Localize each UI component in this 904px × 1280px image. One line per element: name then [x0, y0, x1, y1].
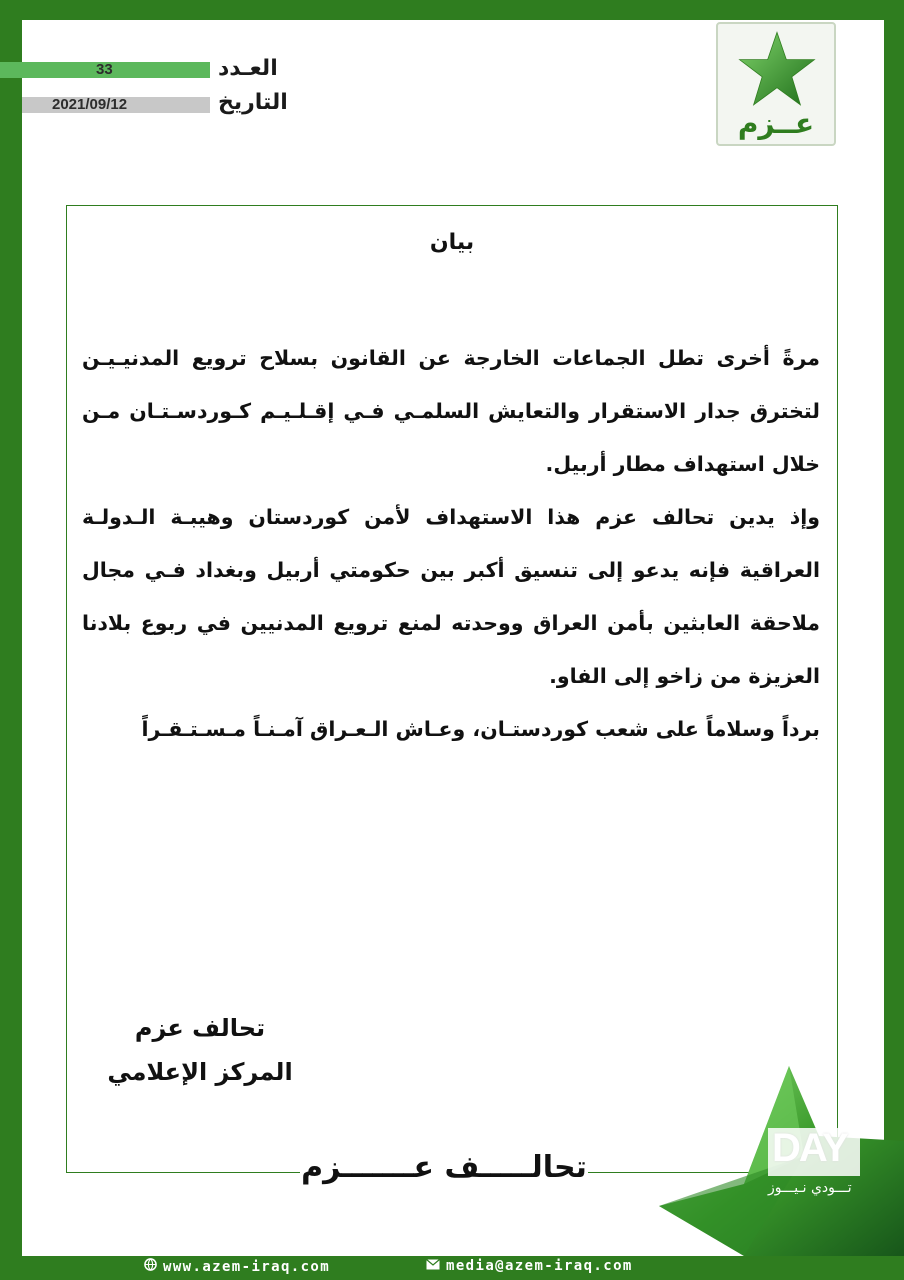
- signature-dept: المركز الإعلامي: [107, 1058, 293, 1086]
- date-value: 2021/09/12: [52, 96, 128, 113]
- mail-icon: [426, 1258, 440, 1274]
- website-link[interactable]: [144, 1258, 330, 1275]
- email-text: media@azem-iraq.com: [446, 1258, 633, 1274]
- watermark-logo: DAY: [772, 1126, 847, 1170]
- globe-icon: [144, 1258, 157, 1275]
- watermark-text: تـــودي نـيـــوز: [768, 1180, 852, 1196]
- issue-number: 33: [96, 61, 113, 78]
- date-label: التاريخ: [218, 90, 288, 115]
- paragraph-1: مرةً أخرى تطل الجماعات الخارجة عن القانون بسلاح ترويع المدنيـيـن لتخترق جدار الاستقرار والتعايش السلمـي فـي إقـلـيـم كـوردسـتـان مـن خلال استهداف مطار أربيل.: [82, 346, 820, 476]
- signature-org: تحالف عزم: [134, 1014, 266, 1042]
- statement-body: [82, 332, 820, 756]
- footer-brand: تحالـــــف عـــــــزم: [300, 1146, 588, 1190]
- statement-title: بيان: [429, 230, 475, 255]
- email-link[interactable]: [426, 1258, 633, 1274]
- logo-text: عــزم: [737, 107, 815, 140]
- footer-contacts: [0, 1256, 904, 1278]
- website-text: www.azem-iraq.com: [163, 1259, 331, 1275]
- issue-label: العـدد: [218, 56, 278, 81]
- paragraph-2: وإذ يدين تحالف عزم هذا الاستهداف لأمن كوردستان وهيبـة الـدولـة العراقية فإنه يدعو إلى تنسيق أكبر بين حكومتي أربيل وبغداد فـي مجال ملاحقة العابثين بأمن العراق ووحدته لمنع ترويع المدنيين في ربوع بلادنا العزيزة من زاخو إلى الفاو.: [82, 505, 820, 688]
- azem-logo: [716, 22, 836, 146]
- frame-top: [0, 0, 904, 20]
- star-icon: [738, 30, 816, 108]
- frame-left: [0, 0, 22, 1280]
- paragraph-3: برداً وسلاماً على شعب كوردستـان، وعـاش الـعـراق آمـنـاً مـسـتـقـراً: [141, 717, 820, 741]
